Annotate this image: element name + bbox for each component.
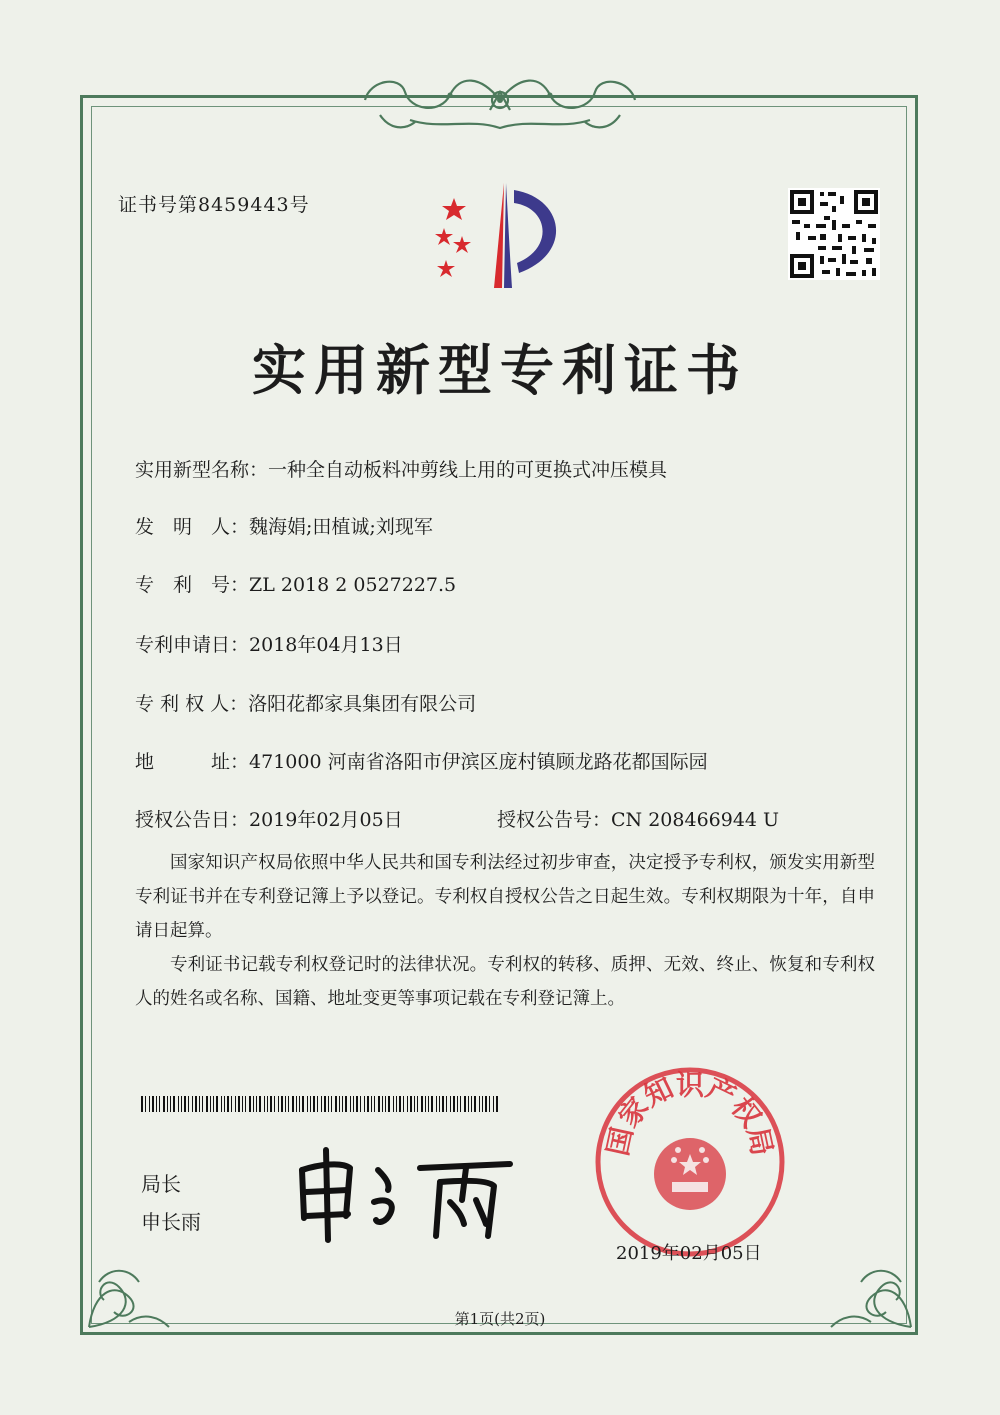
barcode-bar xyxy=(479,1096,480,1112)
barcode-bar xyxy=(378,1096,380,1112)
barcode-bar xyxy=(221,1096,222,1112)
barcode-bar xyxy=(202,1096,203,1112)
field-label: 地 址： xyxy=(135,751,250,773)
barcode-bar xyxy=(288,1096,289,1112)
barcode-bar xyxy=(425,1096,426,1112)
barcode-bar xyxy=(224,1096,225,1112)
barcode-bar xyxy=(321,1096,322,1112)
field-address xyxy=(135,747,708,774)
barcode-bar xyxy=(188,1096,189,1112)
top-ornament xyxy=(350,70,650,140)
barcode-bar xyxy=(313,1096,315,1112)
barcode-bar xyxy=(292,1096,294,1112)
signatory-title: 局长 xyxy=(141,1172,181,1196)
barcode-bar xyxy=(396,1096,397,1112)
barcode-bar xyxy=(453,1096,455,1112)
field-value: 471000 河南省洛阳市伊滨区庞村镇顾龙路花都国际园 xyxy=(249,751,708,773)
qr-code xyxy=(788,188,880,280)
field-label: 专利申请日： xyxy=(135,634,250,656)
barcode-bar xyxy=(414,1096,415,1112)
barcode-bar xyxy=(489,1096,490,1112)
barcode-bar xyxy=(184,1096,186,1112)
barcode-bar xyxy=(371,1096,372,1112)
barcode-bar xyxy=(249,1096,251,1112)
barcode-bar xyxy=(382,1096,383,1112)
barcode-bar xyxy=(302,1096,304,1112)
barcode xyxy=(141,1096,501,1112)
barcode-bar xyxy=(393,1096,394,1112)
barcode-bar xyxy=(385,1096,386,1112)
barcode-bar xyxy=(167,1096,168,1112)
barcode-bar xyxy=(342,1096,343,1112)
field-grant-date xyxy=(135,805,403,832)
barcode-bar xyxy=(307,1096,308,1112)
barcode-bar xyxy=(417,1096,418,1112)
barcode-bar xyxy=(431,1096,433,1112)
barcode-bar xyxy=(446,1096,447,1112)
barcode-bar xyxy=(339,1096,340,1112)
barcode-bar xyxy=(235,1096,236,1112)
barcode-bar xyxy=(353,1096,354,1112)
signature xyxy=(290,1140,520,1250)
barcode-bar xyxy=(350,1096,351,1112)
barcode-bar xyxy=(474,1096,476,1112)
barcode-bar xyxy=(152,1096,154,1112)
barcode-bar xyxy=(259,1096,261,1112)
barcode-bar xyxy=(199,1096,200,1112)
barcode-bar xyxy=(439,1096,440,1112)
barcode-bar xyxy=(274,1096,275,1112)
barcode-bar xyxy=(159,1096,160,1112)
barcode-bar xyxy=(468,1096,469,1112)
barcode-bar xyxy=(496,1096,498,1112)
barcode-bar xyxy=(145,1096,146,1112)
barcode-bar xyxy=(450,1096,451,1112)
field-value: 洛阳花都家具集团有限公司 xyxy=(248,693,477,715)
barcode-bar xyxy=(213,1096,214,1112)
field-value: CN 208466944 U xyxy=(611,809,780,831)
body-paragraph: 国家知识产权局依照中华人民共和国专利法经过初步审查，决定授予专利权，颁发实用新型专利证书并在专利登记簿上予以登记。专利权自授权公告之日起生效。专利权期限为十年，自申请日起算。 xyxy=(135,853,875,941)
field-value: 魏海娟;田植诚;刘现军 xyxy=(249,516,433,538)
barcode-bar xyxy=(374,1096,375,1112)
barcode-bar xyxy=(299,1096,300,1112)
barcode-bar xyxy=(403,1096,404,1112)
barcode-bar xyxy=(493,1096,494,1112)
svg-text:国家知识产权局: 国家知识产权局 xyxy=(601,1068,779,1159)
barcode-bar xyxy=(178,1096,179,1112)
field-grant-number xyxy=(497,805,779,832)
barcode-bar xyxy=(460,1096,461,1112)
barcode-bar xyxy=(407,1096,408,1112)
barcode-bar xyxy=(388,1096,390,1112)
barcode-bar xyxy=(242,1096,243,1112)
field-inventor xyxy=(135,512,433,539)
barcode-bar xyxy=(364,1096,365,1112)
barcode-bar xyxy=(192,1096,193,1112)
barcode-bar xyxy=(421,1096,423,1112)
barcode-bar xyxy=(485,1096,487,1112)
barcode-bar xyxy=(436,1096,437,1112)
barcode-bar xyxy=(227,1096,229,1112)
barcode-bar xyxy=(238,1096,240,1112)
barcode-bar xyxy=(270,1096,272,1112)
barcode-bar xyxy=(464,1096,466,1112)
barcode-bar xyxy=(410,1096,412,1112)
field-label: 授权公告号： xyxy=(497,809,612,831)
barcode-bar xyxy=(206,1096,208,1112)
signatory-name: 申长雨 xyxy=(141,1210,201,1234)
barcode-bar xyxy=(264,1096,265,1112)
barcode-bar xyxy=(285,1096,286,1112)
barcode-bar xyxy=(195,1096,197,1112)
certificate-title: 实用新型专利证书 xyxy=(252,338,748,402)
barcode-bar xyxy=(281,1096,283,1112)
barcode-bar xyxy=(442,1096,444,1112)
barcode-bar xyxy=(457,1096,458,1112)
barcode-bar xyxy=(360,1096,361,1112)
barcode-bar xyxy=(256,1096,257,1112)
field-value: 2018年04月13日 xyxy=(249,634,403,656)
field-label: 授权公告日： xyxy=(135,809,250,831)
barcode-bar xyxy=(345,1096,347,1112)
barcode-bar xyxy=(181,1096,182,1112)
barcode-bar xyxy=(173,1096,175,1112)
barcode-bar xyxy=(216,1096,218,1112)
barcode-bar xyxy=(367,1096,369,1112)
official-seal xyxy=(590,1062,790,1262)
barcode-bar xyxy=(253,1096,254,1112)
barcode-bar xyxy=(278,1096,279,1112)
field-label: 发 明 人： xyxy=(135,516,250,538)
barcode-bar xyxy=(170,1096,171,1112)
field-label: 专 利 权 人： xyxy=(135,693,249,715)
barcode-bar xyxy=(245,1096,246,1112)
field-value: ZL 2018 2 0527227.5 xyxy=(249,574,457,596)
barcode-bar xyxy=(149,1096,150,1112)
field-application-date xyxy=(135,630,403,657)
seal-date: 2019年02月05日 xyxy=(616,1243,762,1264)
barcode-bar xyxy=(335,1096,337,1112)
barcode-bar xyxy=(163,1096,165,1112)
barcode-bar xyxy=(141,1096,143,1112)
barcode-bar xyxy=(267,1096,268,1112)
cnipa-logo xyxy=(424,178,574,298)
certificate-number: 证书号第8459443号 xyxy=(118,194,310,216)
barcode-bar xyxy=(331,1096,332,1112)
certificate-body xyxy=(135,846,875,1016)
barcode-bar xyxy=(356,1096,358,1112)
body-paragraph: 专利证书记载专利权登记时的法律状况。专利权的转移、质押、无效、终止、恢复和专利权人的姓名或名称、国籍、地址变更等事项记载在专利登记簿上。 xyxy=(135,955,875,1009)
field-value: 一种全自动板料冲剪线上用的可更换式冲压模具 xyxy=(268,459,668,481)
field-label: 实用新型名称： xyxy=(135,459,269,481)
field-value: 2019年02月05日 xyxy=(249,809,403,831)
barcode-bar xyxy=(324,1096,326,1112)
barcode-bar xyxy=(399,1096,401,1112)
barcode-bar xyxy=(428,1096,429,1112)
field-patent-number xyxy=(135,570,456,597)
barcode-bar xyxy=(310,1096,311,1112)
barcode-bar xyxy=(296,1096,297,1112)
barcode-bar xyxy=(231,1096,232,1112)
field-model-name xyxy=(135,455,667,482)
page-number: 第1页(共2页) xyxy=(454,1310,546,1328)
barcode-bar xyxy=(156,1096,157,1112)
barcode-bar xyxy=(471,1096,472,1112)
barcode-bar xyxy=(210,1096,211,1112)
field-patentee xyxy=(135,689,476,716)
barcode-bar xyxy=(317,1096,318,1112)
field-label: 专 利 号： xyxy=(135,574,250,596)
barcode-bar xyxy=(482,1096,483,1112)
barcode-bar xyxy=(328,1096,329,1112)
